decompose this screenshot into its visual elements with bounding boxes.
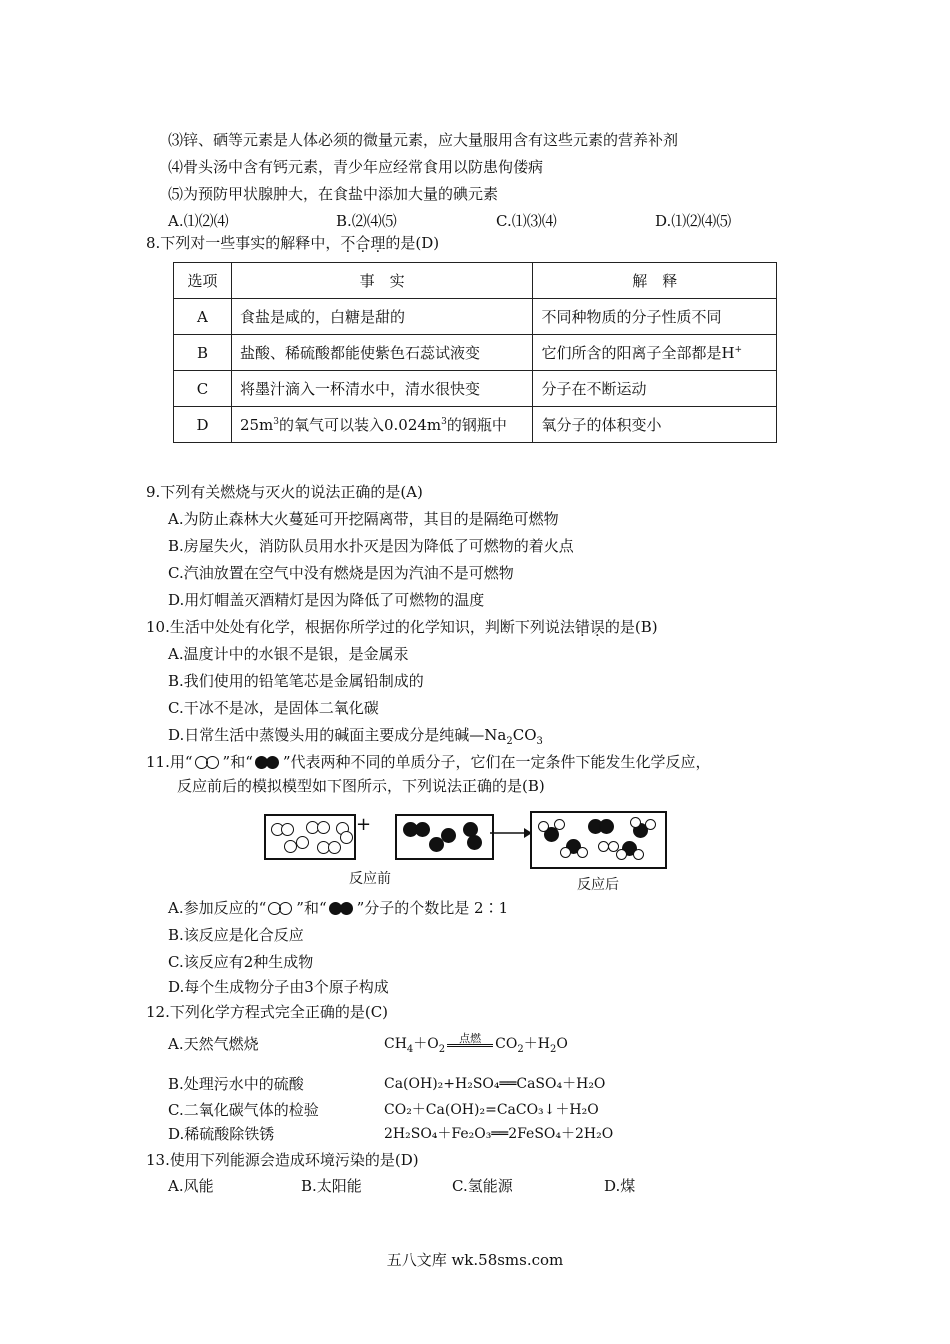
q8-stem: 8.下列对一些事实的解释中，不合理的是(D) — [146, 234, 440, 252]
q10-option-a: A.温度计中的水银不是银，是金属汞 — [168, 645, 409, 663]
table-row: A 食盐是咸的，白糖是甜的 不同种物质的分子性质不同 — [174, 299, 777, 335]
q7-statement-5: ⑸为预防甲状腺肿大，在食盐中添加大量的碘元素 — [168, 185, 499, 203]
q9-option-b: B.房屋失火，消防队员用水扑灭是因为降低了可燃物的着火点 — [168, 537, 574, 555]
reactant-box-white — [264, 814, 356, 860]
q9-option-c: C.汽油放置在空气中没有燃烧是因为汽油不是可燃物 — [168, 564, 514, 582]
q12-option-a: A.天然气燃烧 — [168, 1035, 259, 1053]
q13-option-d: D.煤 — [604, 1177, 636, 1195]
q11-stem-line2: 反应前后的模拟模型如下图所示，下列说法正确的是(B) — [177, 777, 545, 795]
product-box — [530, 811, 667, 869]
q10-option-b: B.我们使用的铅笔笔芯是金属铅制成的 — [168, 672, 424, 690]
label-after: 反应后 — [577, 877, 619, 893]
q9-stem: 9.下列有关燃烧与灭火的说法正确的是(A) — [146, 483, 423, 501]
table-header: 选项 — [174, 263, 232, 299]
q10-stem: 10.生活中处处有化学，根据你所学过的化学知识，判断下列说法错误的是(B) — [146, 618, 658, 636]
q7-option-a: A.⑴⑵⑷ — [168, 212, 229, 230]
black-molecule-icon — [253, 754, 283, 772]
q9-option-a: A.为防止森林大火蔓延可开挖隔离带，其目的是隔绝可燃物 — [168, 510, 559, 528]
white-molecule-icon — [193, 754, 223, 772]
q9-option-d: D.用灯帽盖灭酒精灯是因为降低了可燃物的温度 — [168, 591, 485, 609]
q13-option-b: B.太阳能 — [301, 1177, 362, 1195]
q12-stem: 12.下列化学方程式完全正确的是(C) — [146, 1003, 389, 1021]
white-molecule-icon — [266, 900, 296, 918]
q11-stem: 11.用“ ”和“ ”代表两种不同的单质分子，它们在一定条件下能发生化学反应， — [146, 753, 711, 771]
reaction-arrow-icon — [490, 826, 532, 840]
q7-option-c: C.⑴⑶⑷ — [496, 212, 557, 230]
table-row: B 盐酸、稀硫酸都能使紫色石蕊试液变 它们所含的阳离子全部都是H+ — [174, 335, 777, 371]
q11-option-c: C.该反应有2种生成物 — [168, 953, 314, 971]
q12-equation-c: CO₂＋Ca(OH)₂=CaCO₃↓＋H₂O — [384, 1102, 599, 1118]
q7-option-b: B.⑵⑷⑸ — [336, 212, 397, 230]
q8-table — [173, 262, 777, 443]
plus-sign: + — [356, 814, 372, 835]
q7-option-d: D.⑴⑵⑷⑸ — [655, 212, 732, 230]
q12-equation-a: $CH_4+O_2$点燃 $CO_2+H_2O$ — [384, 1034, 568, 1060]
q12-option-d: D.稀硫酸除铁锈 — [168, 1125, 275, 1143]
q12-option-b: B.处理污水中的硫酸 — [168, 1075, 304, 1093]
q10-option-d: D.日常生活中蒸馒头用的碱面主要成分是纯碱$—Na_2CO_3$ — [168, 726, 543, 747]
table-header: 事 实 — [231, 263, 533, 299]
q13-option-a: A.风能 — [168, 1177, 214, 1195]
table-row: D $25m^3$的氧气可以装入$0.024m^3$的钢瓶中 氧分子的体积变小 — [174, 407, 777, 443]
black-molecule-icon — [327, 900, 357, 918]
q11-option-d: D.每个生成物分子由3个原子构成 — [168, 978, 389, 996]
table-header-row — [174, 263, 777, 299]
q11-option-b: B.该反应是化合反应 — [168, 926, 304, 944]
q13-option-c: C.氢能源 — [452, 1177, 513, 1195]
q7-statement-4: ⑷骨头汤中含有钙元素，青少年应经常食用以防患佝偻病 — [168, 158, 544, 176]
q11-option-a: A.参加反应的“ ”和“ ”分子的个数比是 2∶1 — [168, 899, 509, 917]
q13-stem: 13.使用下列能源会造成环境污染的是(D) — [146, 1151, 419, 1169]
q12-equation-b: Ca(OH)₂+H₂SO₄══CaSO₄＋H₂O — [384, 1076, 606, 1092]
q7-statement-3: ⑶锌、硒等元素是人体必须的微量元素，应大量服用含有这些元素的营养补剂 — [168, 131, 679, 149]
q10-option-c: C.干冰不是冰，是固体二氧化碳 — [168, 699, 379, 717]
q12-equation-d: 2H₂SO₄＋Fe₂O₃══2FeSO₄＋2H₂O — [384, 1126, 614, 1142]
reactant-box-black — [395, 814, 494, 860]
label-before: 反应前 — [349, 871, 391, 887]
table-header: 解 释 — [533, 263, 777, 299]
table-row: C 将墨汁滴入一杯清水中，清水很快变 分子在不断运动 — [174, 371, 777, 407]
footer-watermark: 五八文库 wk.58sms.com — [386, 1251, 564, 1269]
q12-option-c: C.二氧化碳气体的检验 — [168, 1101, 319, 1119]
